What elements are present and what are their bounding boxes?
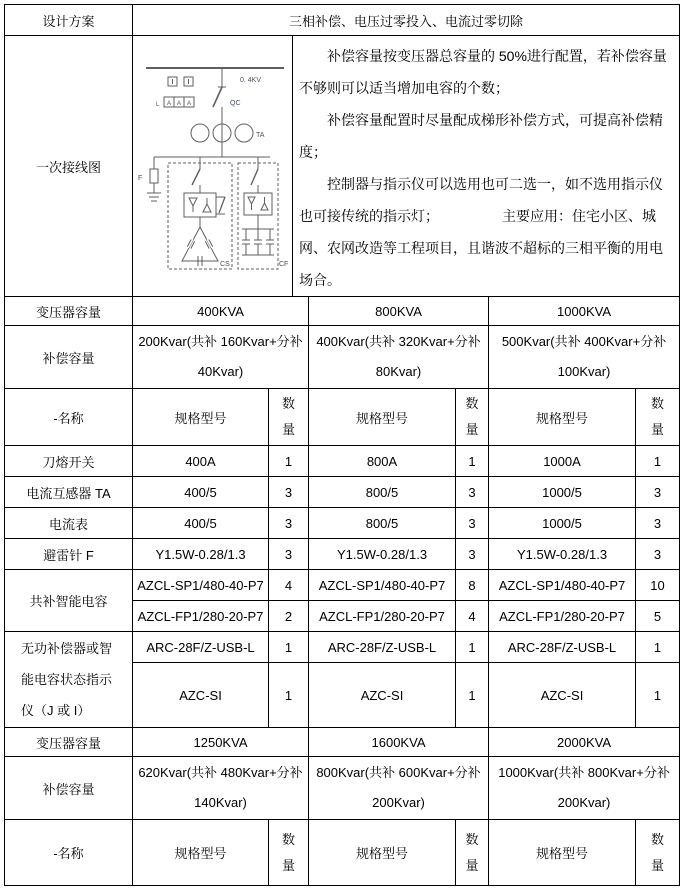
qty-cell: 1 xyxy=(456,632,489,663)
cf-star-bank xyxy=(238,157,288,269)
transformer-row-2 xyxy=(5,728,680,757)
compensation-row-2 xyxy=(5,757,680,820)
transformer-value: 800KVA xyxy=(309,297,489,326)
transformer-value: 1600KVA xyxy=(309,728,489,757)
spec-cell: AZCL-FP1/280-20-P7 xyxy=(489,601,636,632)
transformer-value: 400KVA xyxy=(133,297,309,326)
header-qty: 数量 xyxy=(636,389,680,446)
table-row xyxy=(5,632,680,663)
indicator-lamps xyxy=(168,77,193,86)
row-label: 变压器容量 xyxy=(5,728,133,757)
transformer-row-1 xyxy=(5,297,680,326)
spec-table xyxy=(4,4,680,886)
qty-cell: 1 xyxy=(636,632,680,663)
header-spec: 规格型号 xyxy=(133,389,269,446)
spec-cell: AZC-SI xyxy=(133,663,269,728)
header-spec: 规格型号 xyxy=(309,389,456,446)
spec-cell: Y1.5W-0.28/1.3 xyxy=(309,539,456,570)
spec-cell: 400A xyxy=(133,446,269,477)
row-label: 补偿容量 xyxy=(5,326,133,389)
qty-cell: 5 xyxy=(636,601,680,632)
spec-cell: 1000/5 xyxy=(489,508,636,539)
qty-cell: 1 xyxy=(269,663,309,728)
compensation-row-1 xyxy=(5,326,680,389)
qty-cell: 8 xyxy=(456,570,489,601)
equipment-name: 刀熔开关 xyxy=(5,446,133,477)
header-spec: 规格型号 xyxy=(133,820,269,886)
compensation-value: 1000Kvar(共补 800Kvar+分补 200Kvar) xyxy=(489,757,680,820)
header-spec: 规格型号 xyxy=(489,389,636,446)
arrester-f-label: F xyxy=(137,175,142,182)
ammeter-a1: A xyxy=(166,101,171,107)
qty-cell: 3 xyxy=(456,508,489,539)
spec-cell: 800A xyxy=(309,446,456,477)
table-row xyxy=(5,539,680,570)
equipment-name: 电流表 xyxy=(5,508,133,539)
qty-cell: 1 xyxy=(636,663,680,728)
row-label: 变压器容量 xyxy=(5,297,133,326)
design-row xyxy=(5,5,680,36)
note-text: 主要应用：住宅小区、城网、农网改造等工程项目，且谐波不超标的三相平衡的用电场合。 xyxy=(299,208,663,288)
spec-cell: 400/5 xyxy=(133,477,269,508)
spec-cell: AZCL-SP1/480-40-P7 xyxy=(309,570,456,601)
row-label: 补偿容量 xyxy=(5,757,133,820)
current-transformers xyxy=(191,121,265,157)
spec-cell: AZCL-SP1/480-40-P7 xyxy=(133,570,269,601)
note-text: 控制器与指示仪可以选用也可二选一，如不选用指示仪也可接传统的指示灯； xyxy=(299,176,663,224)
compensation-value: 500Kvar(共补 400Kvar+分补 100Kvar) xyxy=(489,326,680,389)
spec-cell: ARC-28F/Z-USB-L xyxy=(309,632,456,663)
columns-header-row-1 xyxy=(5,389,680,446)
note-paragraph xyxy=(299,168,673,296)
spec-cell: 800/5 xyxy=(309,508,456,539)
wiring-label: 一次接线图 xyxy=(5,36,133,297)
qty-cell: 2 xyxy=(269,601,309,632)
compensation-value: 800Kvar(共补 600Kvar+分补 200Kvar) xyxy=(309,757,489,820)
qty-cell: 1 xyxy=(269,446,309,477)
equipment-name: 无功补偿器或智能电容状态指示仪（J 或 I） xyxy=(5,632,133,728)
qty-cell: 3 xyxy=(269,477,309,508)
header-qty: 数量 xyxy=(269,389,309,446)
compensation-value: 400Kvar(共补 320Kvar+分补 80Kvar) xyxy=(309,326,489,389)
equipment-name: 共补智能电容 xyxy=(5,570,133,632)
header-name: -名称 xyxy=(5,389,133,446)
table-row xyxy=(5,508,680,539)
qty-cell: 3 xyxy=(636,508,680,539)
note-paragraph: 补偿容量按变压器总容量的 50%进行配置，若补偿容量不够则可以适当增加电容的个数； xyxy=(299,48,667,96)
compensation-value: 200Kvar(共补 160Kvar+分补 40Kvar) xyxy=(133,326,309,389)
spec-cell: AZCL-SP1/480-40-P7 xyxy=(489,570,636,601)
header-spec: 规格型号 xyxy=(489,820,636,886)
arrester xyxy=(138,157,161,201)
wiring-row xyxy=(5,36,680,297)
header-qty: 数量 xyxy=(456,389,489,446)
wiring-content xyxy=(133,36,679,296)
ammeter-a3: A xyxy=(186,101,191,107)
transformer-value: 2000KVA xyxy=(489,728,680,757)
qty-cell: 3 xyxy=(269,539,309,570)
qty-cell: 1 xyxy=(269,632,309,663)
equipment-name: 避雷针 F xyxy=(5,539,133,570)
header-qty: 数量 xyxy=(269,820,309,886)
qty-cell: 4 xyxy=(456,601,489,632)
header-qty: 数量 xyxy=(636,820,680,886)
table-row xyxy=(5,477,680,508)
wiring-notes xyxy=(293,36,679,296)
design-label: 设计方案 xyxy=(5,5,133,36)
qty-cell: 1 xyxy=(456,446,489,477)
columns-header-row-2 xyxy=(5,820,680,886)
cs-label: CS xyxy=(219,261,230,268)
qty-cell: 1 xyxy=(636,446,680,477)
qc-label: QC xyxy=(229,100,240,107)
ammeter-l-label: L xyxy=(155,102,159,108)
qty-cell: 10 xyxy=(636,570,680,601)
one-line-diagram xyxy=(134,59,292,273)
equipment-name: 电流互感器 TA xyxy=(5,477,133,508)
design-value: 三相补偿、电压过零投入、电流过零切除 xyxy=(133,5,680,36)
qty-cell: 1 xyxy=(456,663,489,728)
compensation-value: 620Kvar(共补 480Kvar+分补 140Kvar) xyxy=(133,757,309,820)
spec-cell: ARC-28F/Z-USB-L xyxy=(489,632,636,663)
spec-cell: Y1.5W-0.28/1.3 xyxy=(489,539,636,570)
spec-cell: 1000/5 xyxy=(489,477,636,508)
transformer-value: 1000KVA xyxy=(489,297,680,326)
qty-cell: 3 xyxy=(456,477,489,508)
ammeter-a2: A xyxy=(176,101,181,107)
header-spec: 规格型号 xyxy=(309,820,456,886)
table-row xyxy=(5,570,680,601)
spec-cell: AZCL-FP1/280-20-P7 xyxy=(133,601,269,632)
table-row xyxy=(5,446,680,477)
qty-cell: 3 xyxy=(456,539,489,570)
busbar-voltage-label: 0. 4KV xyxy=(239,77,261,84)
busbar xyxy=(146,68,284,84)
spec-cell: 1000A xyxy=(489,446,636,477)
spec-cell: Y1.5W-0.28/1.3 xyxy=(133,539,269,570)
qty-cell: 3 xyxy=(269,508,309,539)
spec-cell: 800/5 xyxy=(309,477,456,508)
transformer-value: 1250KVA xyxy=(133,728,309,757)
cf-label: CF xyxy=(278,261,288,268)
diagram-pane xyxy=(133,36,293,296)
note-paragraph: 补偿容量配置时尽量配成梯形补偿方式，可提高补偿精度； xyxy=(299,112,663,160)
spec-cell: AZCL-FP1/280-20-P7 xyxy=(309,601,456,632)
header-qty: 数量 xyxy=(456,820,489,886)
qty-cell: 3 xyxy=(636,539,680,570)
spec-cell: 400/5 xyxy=(133,508,269,539)
ta-label: TA xyxy=(255,132,264,139)
qc-switch xyxy=(213,68,241,121)
spec-cell: ARC-28F/Z-USB-L xyxy=(133,632,269,663)
qty-cell: 4 xyxy=(269,570,309,601)
ammeter-group xyxy=(156,97,194,108)
header-name: -名称 xyxy=(5,820,133,886)
spec-cell: AZC-SI xyxy=(309,663,456,728)
qty-cell: 3 xyxy=(636,477,680,508)
wiring-content-cell xyxy=(133,36,680,297)
cs-delta-bank xyxy=(168,157,232,269)
spec-cell: AZC-SI xyxy=(489,663,636,728)
